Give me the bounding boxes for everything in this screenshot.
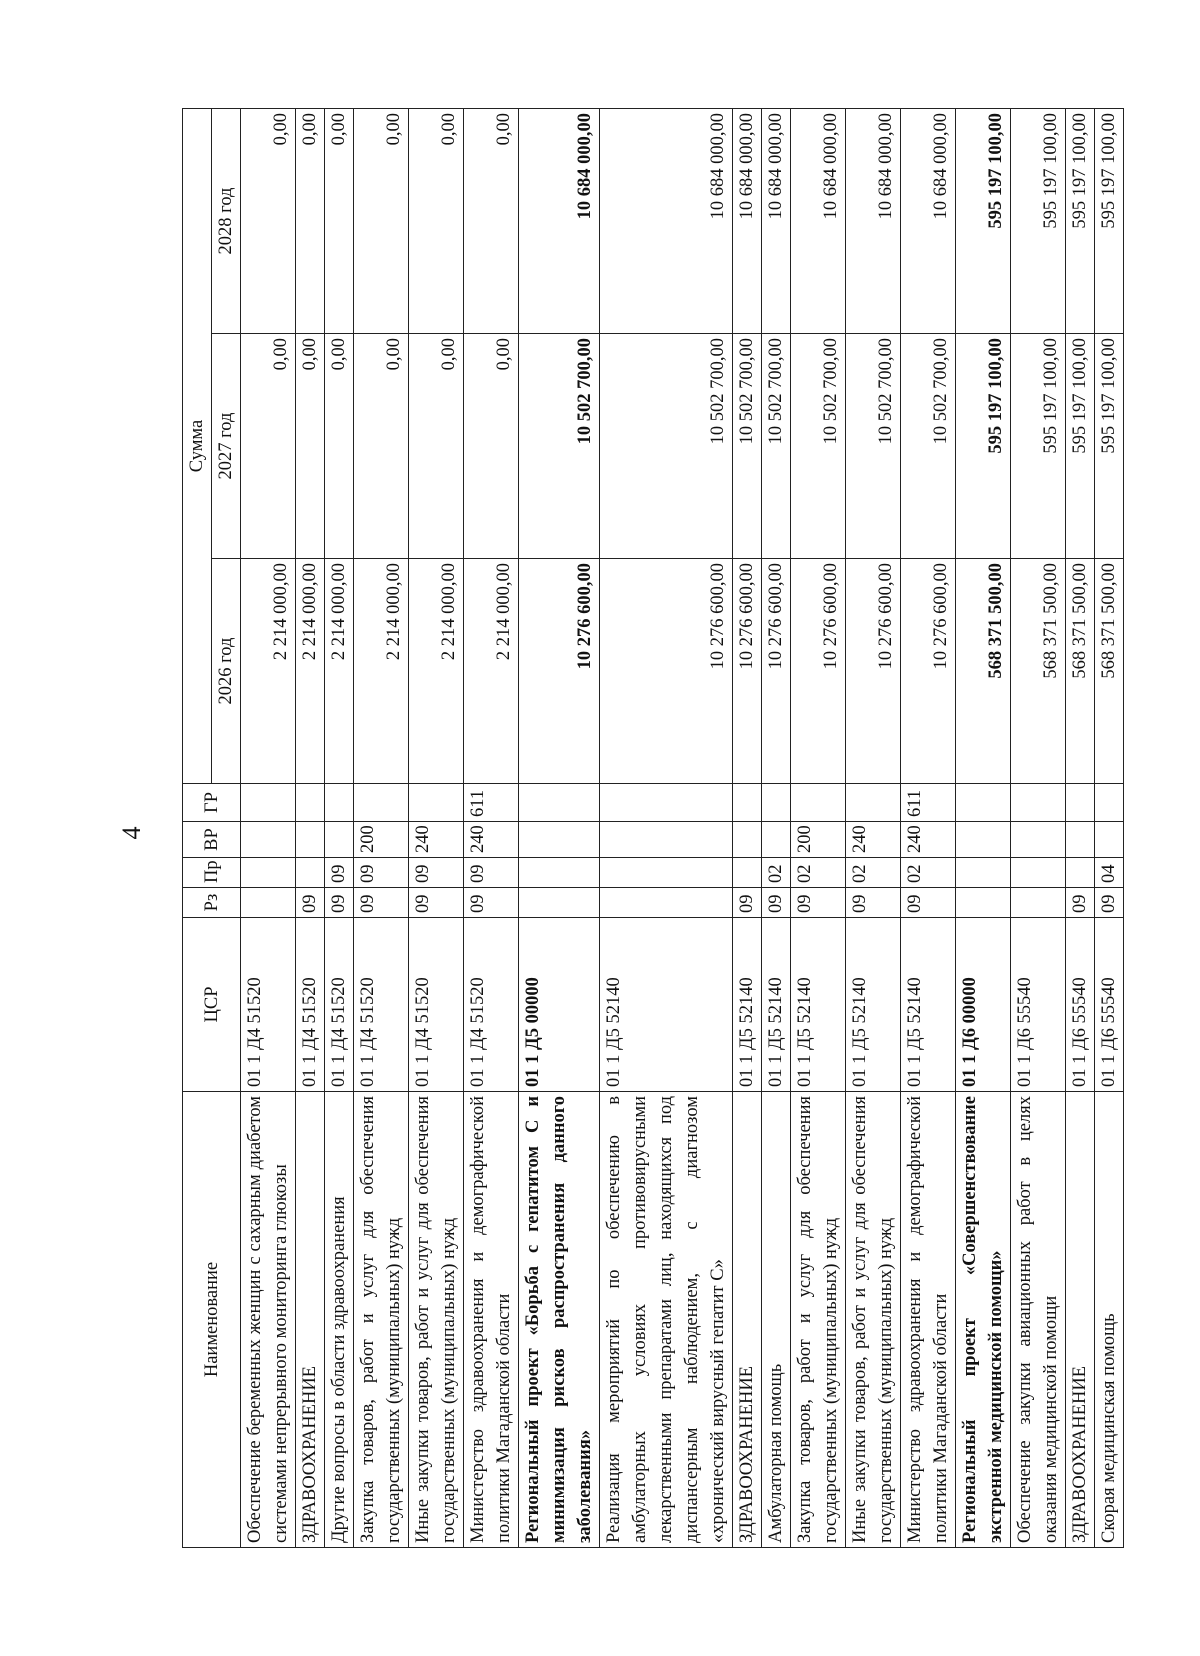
- cell-2028: 10 684 000,00: [791, 108, 846, 333]
- cell-gr: [296, 784, 325, 822]
- budget-table: [182, 108, 1124, 1548]
- cell-gr: [241, 784, 296, 822]
- cell-2027: 10 502 700,00: [791, 334, 846, 559]
- cell-2028: 10 684 000,00: [600, 108, 733, 333]
- cell-rz: 09: [1066, 888, 1095, 918]
- cell-2026: 2 214 000,00: [409, 559, 464, 784]
- cell-2027: 595 197 100,00: [956, 334, 1011, 559]
- cell-pr: [733, 858, 762, 888]
- table-row: [325, 108, 354, 1547]
- cell-name: ЗДРАВООХРАНЕНИЕ: [733, 1092, 762, 1548]
- cell-vr: 240: [464, 822, 519, 858]
- cell-csr: 01 1 Д4 51520: [464, 918, 519, 1092]
- cell-csr: 01 1 Д6 55540: [1011, 918, 1066, 1092]
- cell-2026: 2 214 000,00: [325, 559, 354, 784]
- cell-2027: 10 502 700,00: [846, 334, 901, 559]
- cell-csr: 01 1 Д5 52140: [846, 918, 901, 1092]
- table-row: [956, 108, 1011, 1547]
- header-sum: Сумма: [183, 108, 212, 783]
- cell-pr: [241, 858, 296, 888]
- cell-pr: 02: [791, 858, 846, 888]
- cell-vr: 240: [409, 822, 464, 858]
- cell-name: ЗДРАВООХРАНЕНИЕ: [296, 1092, 325, 1548]
- cell-2028: 0,00: [296, 108, 325, 333]
- cell-2026: 10 276 600,00: [600, 559, 733, 784]
- cell-2027: 595 197 100,00: [1095, 334, 1124, 559]
- cell-pr: [519, 858, 600, 888]
- cell-vr: [296, 822, 325, 858]
- cell-2028: 0,00: [409, 108, 464, 333]
- cell-csr: 01 1 Д6 55540: [1095, 918, 1124, 1092]
- cell-vr: [325, 822, 354, 858]
- cell-pr: [296, 858, 325, 888]
- cell-2027: 10 502 700,00: [901, 334, 956, 559]
- cell-name: Скорая медицинская помощь: [1095, 1092, 1124, 1548]
- cell-rz: [600, 888, 733, 918]
- cell-pr: [1011, 858, 1066, 888]
- table-row: [1066, 108, 1095, 1547]
- header-pr: Пр: [183, 858, 241, 888]
- cell-gr: [956, 784, 1011, 822]
- table-row: [1095, 108, 1124, 1547]
- cell-vr: 200: [791, 822, 846, 858]
- header-name: Наименование: [183, 1092, 241, 1548]
- cell-csr: 01 1 Д5 52140: [600, 918, 733, 1092]
- cell-gr: 611: [464, 784, 519, 822]
- cell-vr: 240: [901, 822, 956, 858]
- cell-gr: [1095, 784, 1124, 822]
- cell-csr: 01 1 Д4 51520: [354, 918, 409, 1092]
- table-row: [1011, 108, 1066, 1547]
- cell-name: Обеспечение беременных женщин с сахарным диабетом системами непрерывного мониторинга глюкозы: [241, 1092, 296, 1548]
- table-row: [600, 108, 733, 1547]
- cell-2026: 568 371 500,00: [1011, 559, 1066, 784]
- cell-2026: 2 214 000,00: [354, 559, 409, 784]
- cell-rz: [241, 888, 296, 918]
- cell-2027: 10 502 700,00: [733, 334, 762, 559]
- cell-gr: [733, 784, 762, 822]
- cell-vr: [1095, 822, 1124, 858]
- cell-vr: 240: [846, 822, 901, 858]
- cell-csr: 01 1 Д5 52140: [901, 918, 956, 1092]
- cell-vr: [600, 822, 733, 858]
- page-number: 4: [117, 826, 146, 840]
- cell-vr: [519, 822, 600, 858]
- cell-vr: [733, 822, 762, 858]
- cell-rz: 09: [762, 888, 791, 918]
- cell-rz: 09: [901, 888, 956, 918]
- cell-rz: [1011, 888, 1066, 918]
- cell-name: Иные закупки товаров, работ и услуг для обеспечения государственных (муниципальных) нужд: [409, 1092, 464, 1548]
- cell-rz: 09: [354, 888, 409, 918]
- cell-pr: 09: [354, 858, 409, 888]
- cell-rz: 09: [733, 888, 762, 918]
- cell-2026: 10 276 600,00: [901, 559, 956, 784]
- cell-2028: 10 684 000,00: [846, 108, 901, 333]
- cell-name: Министерство здравоохранения и демографической политики Магаданской области: [901, 1092, 956, 1548]
- table-header: [183, 108, 241, 1547]
- cell-2026: 2 214 000,00: [464, 559, 519, 784]
- cell-name: Амбулаторная помощь: [762, 1092, 791, 1548]
- cell-name: Обеспечение закупки авиационных работ в целях оказания медицинской помощи: [1011, 1092, 1066, 1548]
- cell-pr: 09: [409, 858, 464, 888]
- cell-csr: 01 1 Д5 52140: [791, 918, 846, 1092]
- cell-2027: 0,00: [464, 334, 519, 559]
- table-body: [241, 108, 1124, 1547]
- cell-2026: 10 276 600,00: [733, 559, 762, 784]
- table-row: [296, 108, 325, 1547]
- cell-name: Закупка товаров, работ и услуг для обеспечения государственных (муниципальных) нужд: [354, 1092, 409, 1548]
- cell-2026: 2 214 000,00: [241, 559, 296, 784]
- cell-gr: [409, 784, 464, 822]
- cell-pr: 02: [846, 858, 901, 888]
- cell-rz: 09: [846, 888, 901, 918]
- cell-name: Региональный проект «Совершенствование экстренной медицинской помощи»: [956, 1092, 1011, 1548]
- cell-2026: 10 276 600,00: [519, 559, 600, 784]
- header-csr: ЦСР: [183, 918, 241, 1092]
- cell-2027: 0,00: [354, 334, 409, 559]
- cell-2027: 0,00: [241, 334, 296, 559]
- cell-2027: 10 502 700,00: [519, 334, 600, 559]
- cell-2026: 10 276 600,00: [762, 559, 791, 784]
- cell-rz: 09: [464, 888, 519, 918]
- cell-2026: 568 371 500,00: [1095, 559, 1124, 784]
- cell-pr: [1066, 858, 1095, 888]
- table-row: [354, 108, 409, 1547]
- cell-gr: [846, 784, 901, 822]
- cell-name: Иные закупки товаров, работ и услуг для обеспечения государственных (муниципальных) нужд: [846, 1092, 901, 1548]
- table-row: [733, 108, 762, 1547]
- cell-csr: 01 1 Д5 52140: [733, 918, 762, 1092]
- cell-gr: 611: [901, 784, 956, 822]
- header-gr: ГР: [183, 784, 241, 822]
- cell-2028: 0,00: [464, 108, 519, 333]
- cell-csr: 01 1 Д5 52140: [762, 918, 791, 1092]
- cell-rz: [956, 888, 1011, 918]
- cell-2027: 10 502 700,00: [762, 334, 791, 559]
- cell-rz: 09: [1095, 888, 1124, 918]
- cell-2027: 595 197 100,00: [1011, 334, 1066, 559]
- table-row: [519, 108, 600, 1547]
- cell-2027: 0,00: [325, 334, 354, 559]
- cell-name: Реализация мероприятий по обеспечению в амбулаторных условиях противовирусными лекарственными препаратами лиц, находящихся под диспансерным наблюдением, с диагнозом «хронический вирусный гепатит С»: [600, 1092, 733, 1548]
- rotated-table-container: [182, 108, 1119, 1548]
- cell-gr: [1011, 784, 1066, 822]
- cell-2028: 0,00: [241, 108, 296, 333]
- cell-2028: 10 684 000,00: [901, 108, 956, 333]
- cell-2028: 10 684 000,00: [762, 108, 791, 333]
- cell-name: Региональный проект «Борьба с гепатитом С и минимизация рисков распространения данного заболевания»: [519, 1092, 600, 1548]
- table-row: [901, 108, 956, 1547]
- cell-vr: [1011, 822, 1066, 858]
- cell-2026: 568 371 500,00: [1066, 559, 1095, 784]
- header-2027: 2027 год: [212, 334, 241, 559]
- cell-rz: 09: [296, 888, 325, 918]
- cell-csr: 01 1 Д4 51520: [325, 918, 354, 1092]
- cell-rz: 09: [791, 888, 846, 918]
- cell-name: Закупка товаров, работ и услуг для обеспечения государственных (муниципальных) нужд: [791, 1092, 846, 1548]
- table-row: [464, 108, 519, 1547]
- cell-pr: 04: [1095, 858, 1124, 888]
- cell-gr: [600, 784, 733, 822]
- header-rz: Рз: [183, 888, 241, 918]
- cell-2026: 568 371 500,00: [956, 559, 1011, 784]
- cell-name: ЗДРАВООХРАНЕНИЕ: [1066, 1092, 1095, 1548]
- cell-2028: 0,00: [354, 108, 409, 333]
- cell-vr: [1066, 822, 1095, 858]
- table-row: [791, 108, 846, 1547]
- table-row: [846, 108, 901, 1547]
- cell-csr: 01 1 Д4 51520: [241, 918, 296, 1092]
- cell-2028: 595 197 100,00: [1095, 108, 1124, 333]
- cell-rz: 09: [409, 888, 464, 918]
- cell-vr: [762, 822, 791, 858]
- cell-name: Другие вопросы в области здравоохранения: [325, 1092, 354, 1548]
- cell-pr: [600, 858, 733, 888]
- cell-csr: 01 1 Д4 51520: [296, 918, 325, 1092]
- cell-vr: [241, 822, 296, 858]
- cell-csr: 01 1 Д6 55540: [1066, 918, 1095, 1092]
- cell-rz: [519, 888, 600, 918]
- cell-2026: 2 214 000,00: [296, 559, 325, 784]
- cell-2027: 0,00: [296, 334, 325, 559]
- cell-gr: [325, 784, 354, 822]
- header-2026: 2026 год: [212, 559, 241, 784]
- cell-2026: 10 276 600,00: [846, 559, 901, 784]
- cell-2027: 0,00: [409, 334, 464, 559]
- cell-2028: 595 197 100,00: [1011, 108, 1066, 333]
- cell-gr: [791, 784, 846, 822]
- cell-csr: 01 1 Д6 00000: [956, 918, 1011, 1092]
- cell-2028: 0,00: [325, 108, 354, 333]
- cell-2028: 595 197 100,00: [1066, 108, 1095, 333]
- cell-gr: [354, 784, 409, 822]
- cell-gr: [1066, 784, 1095, 822]
- cell-2028: 10 684 000,00: [733, 108, 762, 333]
- cell-2026: 10 276 600,00: [791, 559, 846, 784]
- table-row: [762, 108, 791, 1547]
- cell-pr: 09: [325, 858, 354, 888]
- cell-2028: 595 197 100,00: [956, 108, 1011, 333]
- cell-pr: [956, 858, 1011, 888]
- table-row: [409, 108, 464, 1547]
- cell-name: Министерство здравоохранения и демографической политики Магаданской области: [464, 1092, 519, 1548]
- cell-pr: 02: [762, 858, 791, 888]
- cell-pr: 02: [901, 858, 956, 888]
- cell-2027: 10 502 700,00: [600, 334, 733, 559]
- cell-csr: 01 1 Д5 00000: [519, 918, 600, 1092]
- header-2028: 2028 год: [212, 108, 241, 333]
- cell-pr: 09: [464, 858, 519, 888]
- cell-gr: [762, 784, 791, 822]
- cell-gr: [519, 784, 600, 822]
- cell-vr: [956, 822, 1011, 858]
- cell-rz: 09: [325, 888, 354, 918]
- cell-vr: 200: [354, 822, 409, 858]
- header-vr: ВР: [183, 822, 241, 858]
- cell-2028: 10 684 000,00: [519, 108, 600, 333]
- cell-2027: 595 197 100,00: [1066, 334, 1095, 559]
- cell-csr: 01 1 Д4 51520: [409, 918, 464, 1092]
- table-row: [241, 108, 296, 1547]
